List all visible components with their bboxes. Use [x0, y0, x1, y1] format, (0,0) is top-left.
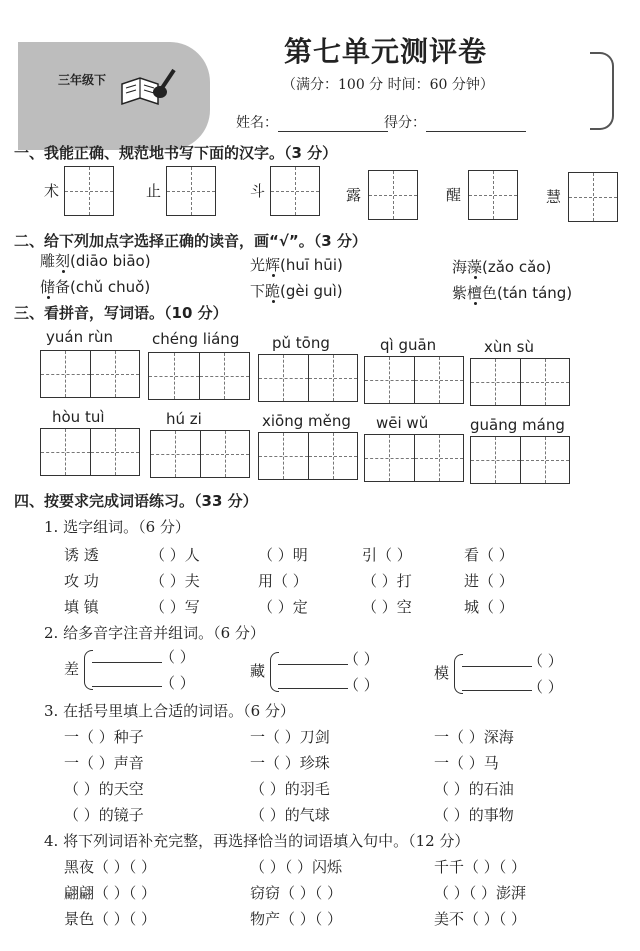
- word-grid[interactable]: [470, 436, 570, 484]
- fill-blank[interactable]: 看（ ）: [464, 546, 514, 564]
- fill-blank[interactable]: （ ）: [528, 652, 563, 670]
- fill-blank[interactable]: 一（ ）声音: [64, 754, 144, 772]
- brace: [84, 650, 93, 690]
- q3-heading: 三、看拼音，写词语。（10 分）: [14, 304, 228, 322]
- pinyin-label: chéng liáng: [152, 330, 240, 348]
- fill-blank[interactable]: （ ）: [344, 650, 379, 668]
- page-subtitle: （满分：100 分 时间：60 分钟）: [282, 77, 494, 93]
- fill-blank[interactable]: （ ）的事物: [434, 806, 514, 824]
- q2-item[interactable]: 下跪(gèi guì): [250, 282, 343, 300]
- fill-blank[interactable]: （ ）的天空: [64, 780, 144, 798]
- fill-blank[interactable]: 物产（ ）（ ）: [250, 910, 343, 928]
- q1-write-grid[interactable]: [64, 166, 114, 216]
- q4-4-title: 4. 将下列词语补充完整，再选择恰当的词语填入句中。（12 分）: [44, 832, 470, 850]
- fill-blank[interactable]: （ ）空: [362, 598, 412, 616]
- brace: [270, 652, 279, 692]
- word-grid[interactable]: [40, 428, 140, 476]
- q2-item[interactable]: 光辉(huī hūi): [250, 256, 343, 274]
- word-grid[interactable]: [150, 430, 250, 478]
- brace: [454, 654, 463, 694]
- q1-char: 慧: [546, 188, 562, 206]
- word-grid[interactable]: [258, 354, 358, 402]
- name-field[interactable]: [236, 112, 388, 132]
- name-label: 姓名：: [236, 115, 278, 131]
- pinyin-line[interactable]: [462, 666, 532, 667]
- q2-heading: 二、给下列加点字选择正确的读音，画“√”。（3 分）: [14, 232, 367, 250]
- fill-blank[interactable]: （ ）（ ）澎湃: [434, 884, 527, 902]
- emphasis-dot: [47, 296, 50, 299]
- fill-blank[interactable]: （ ）（ ）闪烁: [250, 858, 343, 876]
- pinyin-line[interactable]: [92, 686, 162, 687]
- fill-blank[interactable]: 一（ ）马: [434, 754, 499, 772]
- polyphone-char: 差: [64, 660, 80, 678]
- pinyin-line[interactable]: [462, 690, 532, 691]
- fill-blank[interactable]: （ ）的石油: [434, 780, 514, 798]
- q1-write-grid[interactable]: [270, 166, 320, 216]
- fill-blank[interactable]: 一（ ）刀剑: [250, 728, 330, 746]
- fill-blank[interactable]: （ ）的羽毛: [250, 780, 330, 798]
- polyphone-char: 藏: [250, 662, 266, 680]
- pinyin-label: hú zi: [166, 410, 202, 428]
- fill-blank[interactable]: （ ）人: [150, 546, 200, 564]
- q2-item[interactable]: 海藻(zǎo cǎo): [452, 258, 552, 276]
- char-pair: 填 镇: [64, 598, 99, 616]
- score-field[interactable]: [384, 112, 526, 132]
- fill-blank[interactable]: 引（ ）: [362, 546, 412, 564]
- emphasis-dot: [474, 276, 477, 279]
- fill-blank[interactable]: 翩翩（ ）（ ）: [64, 884, 157, 902]
- char-pair: 诱 透: [64, 546, 99, 564]
- pinyin-label: qì guān: [380, 336, 437, 354]
- fill-blank[interactable]: 用（ ）: [258, 572, 308, 590]
- q1-char: 术: [44, 182, 60, 200]
- q1-char: 止: [146, 182, 162, 200]
- pinyin-label: pǔ tōng: [272, 334, 330, 352]
- q2-item[interactable]: 紫檀色(tán táng): [452, 284, 573, 302]
- fill-blank[interactable]: （ ）: [344, 676, 379, 694]
- q1-heading: 一、我能正确、规范地书写下面的汉字。（3 分）: [14, 144, 338, 162]
- fill-blank[interactable]: （ ）写: [150, 598, 200, 616]
- q2-item[interactable]: 雕刻(diāo biāo): [40, 252, 151, 270]
- fill-blank[interactable]: 一（ ）珍珠: [250, 754, 330, 772]
- q1-char: 露: [346, 186, 362, 204]
- pinyin-line[interactable]: [278, 664, 348, 665]
- word-grid[interactable]: [40, 350, 140, 398]
- q1-char: 醒: [446, 186, 462, 204]
- polyphone-char: 模: [434, 664, 450, 682]
- char-pair: 攻 功: [64, 572, 99, 590]
- fill-blank[interactable]: 一（ ）种子: [64, 728, 144, 746]
- pinyin-line[interactable]: [278, 688, 348, 689]
- fill-blank[interactable]: （ ）: [160, 674, 195, 692]
- word-grid[interactable]: [364, 434, 464, 482]
- q1-write-grid[interactable]: [568, 172, 618, 222]
- emphasis-dot: [62, 270, 65, 273]
- word-grid[interactable]: [470, 358, 570, 406]
- fill-blank[interactable]: 城（ ）: [464, 598, 514, 616]
- emphasis-dot: [272, 274, 275, 277]
- q4-1-title: 1. 选字组词。（6 分）: [44, 518, 190, 536]
- fill-blank[interactable]: （ ）明: [258, 546, 308, 564]
- header-bracket: [590, 52, 614, 130]
- fill-blank[interactable]: 窃窃（ ）（ ）: [250, 884, 343, 902]
- fill-blank[interactable]: 黑夜（ ）（ ）: [64, 858, 157, 876]
- q4-3-title: 3. 在括号里填上合适的词语。（6 分）: [44, 702, 295, 720]
- pinyin-label: yuán rùn: [46, 328, 114, 346]
- fill-blank[interactable]: （ ）的气球: [250, 806, 330, 824]
- pinyin-line[interactable]: [92, 662, 162, 663]
- fill-blank[interactable]: 进（ ）: [464, 572, 514, 590]
- fill-blank[interactable]: （ ）: [528, 678, 563, 696]
- q4-heading: 四、按要求完成词语练习。（33 分）: [14, 492, 258, 510]
- fill-blank[interactable]: （ ）的镜子: [64, 806, 144, 824]
- grade-label: 三年级下: [58, 73, 107, 87]
- fill-blank[interactable]: 美不（ ）（ ）: [434, 910, 527, 928]
- word-grid[interactable]: [364, 356, 464, 404]
- fill-blank[interactable]: （ ）定: [258, 598, 308, 616]
- q1-write-grid[interactable]: [368, 170, 418, 220]
- word-grid[interactable]: [148, 352, 250, 400]
- fill-blank[interactable]: 千千（ ）（ ）: [434, 858, 527, 876]
- pinyin-label: guāng máng: [470, 416, 565, 434]
- book-pen-icon: [118, 64, 178, 108]
- word-grid[interactable]: [258, 432, 358, 480]
- fill-blank[interactable]: 一（ ）深海: [434, 728, 514, 746]
- pinyin-label: xiōng měng: [262, 412, 351, 430]
- q4-2-title: 2. 给多音字注音并组词。（6 分）: [44, 624, 265, 642]
- q1-char: 斗: [250, 182, 266, 200]
- fill-blank[interactable]: 景色（ ）（ ）: [64, 910, 157, 928]
- q1-write-grid[interactable]: [468, 170, 518, 220]
- fill-blank[interactable]: （ ）: [160, 648, 195, 666]
- pinyin-label: xùn sù: [484, 338, 534, 356]
- pinyin-label: hòu tuì: [52, 408, 105, 426]
- emphasis-dot: [272, 300, 275, 303]
- page-title: 第七单元测评卷: [284, 35, 488, 68]
- grade-banner: [18, 42, 210, 150]
- emphasis-dot: [474, 302, 477, 305]
- fill-blank[interactable]: （ ）夫: [150, 572, 200, 590]
- q2-item[interactable]: 储备(chǔ chuǒ): [40, 278, 151, 296]
- fill-blank[interactable]: （ ）打: [362, 572, 412, 590]
- q1-write-grid[interactable]: [166, 166, 216, 216]
- score-label: 得分：: [384, 115, 426, 131]
- score-line[interactable]: [426, 117, 526, 132]
- name-line[interactable]: [278, 117, 388, 132]
- pinyin-label: wēi wǔ: [376, 414, 429, 432]
